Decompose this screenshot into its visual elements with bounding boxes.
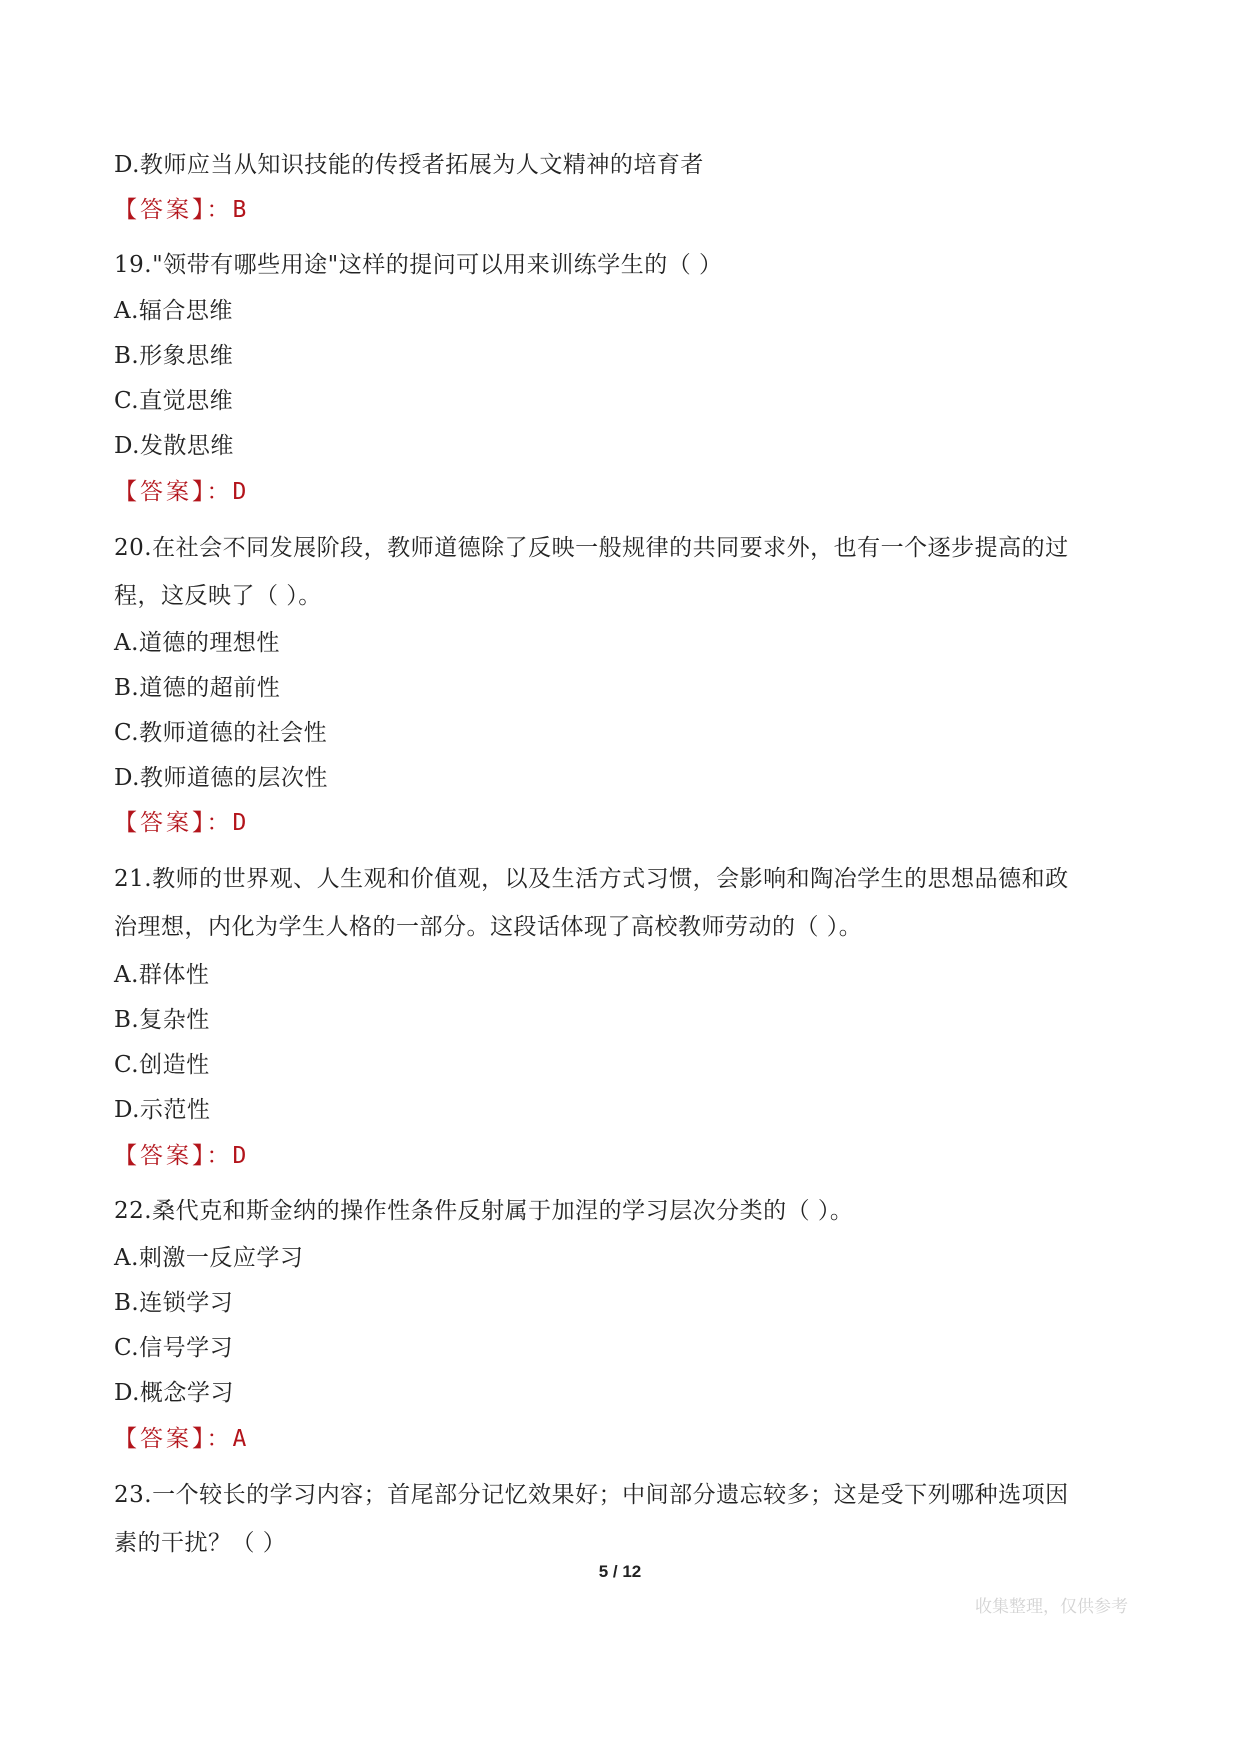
- q20-stem-line1: 20.在社会不同发展阶段，教师道德除了反映一般规律的共同要求外，也有一个逐步提高的过: [114, 535, 1069, 561]
- q20-stem-line2: 程，这反映了（ ）。: [114, 583, 322, 609]
- answer-value: D: [232, 810, 247, 836]
- footer-note: 收集整理，仅供参考: [975, 1597, 1128, 1617]
- answer-value: A: [232, 1426, 247, 1452]
- q21-stem-line2: 治理想，内化为学生人格的一部分。这段话体现了高校教师劳动的（ ）。: [114, 914, 863, 940]
- q19-answer: [114, 477, 246, 507]
- q22-option-c: C.信号学习: [114, 1335, 234, 1361]
- q18-option-d: D.教师应当从知识技能的传授者拓展为人文精神的培育者: [114, 152, 704, 178]
- q22-option-d: D.概念学习: [114, 1380, 234, 1406]
- q22-option-a: A.刺激一反应学习: [114, 1245, 304, 1271]
- q23-stem-line2: 素的干扰？（ ）: [114, 1530, 287, 1556]
- page-number: 5 / 12: [598, 1562, 642, 1581]
- q20-option-c: C.教师道德的社会性: [114, 720, 328, 746]
- q20-answer: [114, 808, 246, 838]
- q18-answer: [114, 195, 246, 225]
- q21-option-c: C.创造性: [114, 1052, 210, 1078]
- answer-label: 【答案】：: [114, 810, 233, 836]
- answer-label: 【答案】：: [114, 1143, 233, 1169]
- q19-stem: 19."领带有哪些用途"这样的提问可以用来训练学生的（ ）: [114, 252, 723, 278]
- q23-stem-line1: 23.一个较长的学习内容；首尾部分记忆效果好；中间部分遗忘较多；这是受下列哪种选项因: [114, 1482, 1069, 1508]
- answer-label: 【答案】：: [114, 479, 233, 505]
- q19-option-d: D.发散思维: [114, 433, 234, 459]
- q21-option-d: D.示范性: [114, 1097, 211, 1123]
- q21-option-a: A.群体性: [114, 962, 210, 988]
- q22-stem: 22.桑代克和斯金纳的操作性条件反射属于加涅的学习层次分类的（ ）。: [114, 1198, 854, 1224]
- answer-value: B: [232, 197, 247, 223]
- q19-option-c: C.直觉思维: [114, 388, 234, 414]
- q19-option-b: B.形象思维: [114, 343, 234, 369]
- q20-option-a: A.道德的理想性: [114, 630, 280, 656]
- q22-answer: [114, 1424, 246, 1454]
- q20-option-d: D.教师道德的层次性: [114, 765, 328, 791]
- q22-option-b: B.连锁学习: [114, 1290, 234, 1316]
- answer-value: D: [232, 479, 247, 505]
- q21-option-b: B.复杂性: [114, 1007, 210, 1033]
- q20-option-b: B.道德的超前性: [114, 675, 281, 701]
- q21-stem-line1: 21.教师的世界观、人生观和价值观，以及生活方式习惯，会影响和陶冶学生的思想品德和政: [114, 866, 1069, 892]
- answer-value: D: [232, 1143, 247, 1169]
- q19-option-a: A.辐合思维: [114, 298, 233, 324]
- answer-label: 【答案】：: [114, 197, 233, 223]
- answer-label: 【答案】：: [114, 1426, 233, 1452]
- q21-answer: [114, 1141, 246, 1171]
